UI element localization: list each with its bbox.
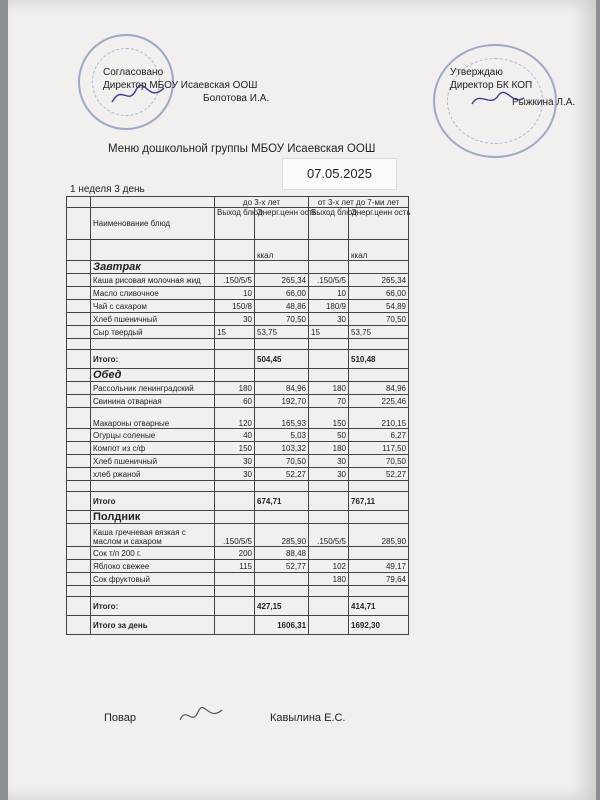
section-title: Полдник — [91, 511, 215, 524]
empty-cell — [67, 455, 91, 468]
empty-cell — [215, 616, 255, 635]
empty-cell — [67, 408, 91, 429]
dish-name: Свинина отварная — [91, 395, 215, 408]
approval-name: Рыжкина Л.А. — [512, 97, 576, 108]
table-row — [67, 560, 409, 573]
document-page — [8, 0, 596, 800]
output-small: 180 — [215, 382, 255, 395]
empty-cell — [349, 586, 409, 597]
empty-cell — [255, 481, 309, 492]
energy-big: 66,00 — [349, 287, 409, 300]
empty-cell — [91, 339, 215, 350]
dish-name: Рассольник ленинградский — [91, 382, 215, 395]
table-row — [67, 468, 409, 481]
empty-cell — [215, 511, 255, 524]
energy-big: 285,90 — [349, 524, 409, 547]
output-big: 150 — [309, 408, 349, 429]
dish-name: Хлеб пшеничный — [91, 455, 215, 468]
page-title: Меню дошкольной группы МБОУ Исаевская ООШ — [108, 143, 376, 155]
energy-small: 53,75 — [255, 326, 309, 339]
col-header-out: Выход блюд — [309, 208, 349, 240]
table-row — [67, 313, 409, 326]
energy-big: 49,17 — [349, 560, 409, 573]
empty-cell — [67, 492, 91, 511]
energy-big: 117,50 — [349, 442, 409, 455]
col-header-out: Выход блюд — [215, 208, 255, 240]
energy-small: 5,03 — [255, 429, 309, 442]
table-row — [67, 408, 409, 429]
empty-cell — [349, 261, 409, 274]
empty-cell — [215, 369, 255, 382]
energy-big — [349, 547, 409, 560]
energy-big: 53,75 — [349, 326, 409, 339]
output-big: .150/5/5 — [309, 274, 349, 287]
output-small: 150 — [215, 442, 255, 455]
approval-heading: Утверждаю — [450, 67, 503, 78]
section-row — [67, 369, 409, 382]
empty-cell — [309, 350, 349, 369]
energy-small: 84,96 — [255, 382, 309, 395]
empty-cell — [67, 287, 91, 300]
table-row — [67, 524, 409, 547]
total-label: Итого: — [91, 350, 215, 369]
output-small: 15 — [215, 326, 255, 339]
energy-small: 70,50 — [255, 313, 309, 326]
output-big: 180 — [309, 382, 349, 395]
empty-cell — [67, 547, 91, 560]
total-big: 414,71 — [349, 597, 409, 616]
empty-cell — [67, 326, 91, 339]
table-row — [67, 455, 409, 468]
table-row — [67, 326, 409, 339]
output-small: 200 — [215, 547, 255, 560]
empty-cell — [255, 369, 309, 382]
approval-name: Болотова И.А. — [203, 93, 270, 104]
signature-right — [468, 84, 528, 114]
output-big: 10 — [309, 287, 349, 300]
empty-cell — [255, 586, 309, 597]
energy-small: 48,86 — [255, 300, 309, 313]
section-row — [67, 261, 409, 274]
total-big: 767,11 — [349, 492, 409, 511]
table-row — [67, 429, 409, 442]
table-row — [67, 547, 409, 560]
energy-big: 70,50 — [349, 455, 409, 468]
group-header-big: от 3-х лет до 7-ми лет — [309, 197, 409, 208]
output-small: .150/5/5 — [215, 524, 255, 547]
output-small: .150/5/5 — [215, 274, 255, 287]
empty-cell — [255, 261, 309, 274]
empty-cell — [309, 492, 349, 511]
output-big: 30 — [309, 313, 349, 326]
dish-name: Яблоко свежее — [91, 560, 215, 573]
energy-small: 70,50 — [255, 455, 309, 468]
section-title: Завтрак — [91, 261, 215, 274]
energy-small: 66,00 — [255, 287, 309, 300]
empty-cell — [67, 261, 91, 274]
approval-position: Директор МБОУ Исаевская ООШ — [103, 80, 258, 91]
empty-cell — [309, 511, 349, 524]
output-big: 15 — [309, 326, 349, 339]
empty-cell — [67, 573, 91, 586]
empty-cell — [215, 492, 255, 511]
approval-heading: Согласовано — [103, 67, 164, 78]
empty-cell — [67, 481, 91, 492]
output-small: 150/8 — [215, 300, 255, 313]
cook-label: Повар — [104, 712, 136, 724]
output-small: 30 — [215, 455, 255, 468]
total-label: Итого — [91, 492, 215, 511]
empty-cell — [67, 511, 91, 524]
output-small: 30 — [215, 313, 255, 326]
unit-label: ккал — [349, 240, 409, 261]
energy-small: 52,27 — [255, 468, 309, 481]
energy-big: 225,46 — [349, 395, 409, 408]
table-row — [67, 300, 409, 313]
col-header-name: Наименование блюд — [91, 208, 215, 240]
dish-name: Каша рисовая молочная жид — [91, 274, 215, 287]
dish-name: Чай с сахаром — [91, 300, 215, 313]
table-row — [67, 287, 409, 300]
dish-name: Сыр твердый — [91, 326, 215, 339]
menu-table — [66, 196, 409, 635]
output-big: 30 — [309, 468, 349, 481]
empty-cell — [67, 597, 91, 616]
total-small: 504,45 — [255, 350, 309, 369]
empty-cell — [255, 511, 309, 524]
cook-signature — [176, 704, 226, 728]
output-small: 30 — [215, 468, 255, 481]
empty-cell — [67, 616, 91, 635]
energy-big: 52,27 — [349, 468, 409, 481]
col-header-energy: Энерг.ценн ость — [255, 208, 309, 240]
total-big: 510,48 — [349, 350, 409, 369]
empty-cell — [67, 300, 91, 313]
empty-cell — [215, 586, 255, 597]
group-header-small: до 3-х лет — [215, 197, 309, 208]
total-small: 427,15 — [255, 597, 309, 616]
empty-cell — [67, 586, 91, 597]
empty-cell — [67, 274, 91, 287]
energy-big: 70,50 — [349, 313, 409, 326]
dish-name: Масло сливочное — [91, 287, 215, 300]
output-small: 120 — [215, 408, 255, 429]
empty-cell — [67, 468, 91, 481]
energy-big: 79,64 — [349, 573, 409, 586]
empty-cell — [91, 481, 215, 492]
empty-cell — [255, 339, 309, 350]
empty-cell — [215, 261, 255, 274]
output-big: 180 — [309, 573, 349, 586]
energy-small: 103,32 — [255, 442, 309, 455]
date-label: 07.05.2025 — [283, 159, 396, 189]
output-big: 30 — [309, 455, 349, 468]
approval-position: Директор БК КОП — [450, 80, 533, 91]
dish-name: Компот из с/ф — [91, 442, 215, 455]
empty-cell — [309, 261, 349, 274]
unit-label: ккал — [255, 240, 309, 261]
empty-cell — [67, 524, 91, 547]
empty-cell — [309, 616, 349, 635]
output-big: 180 — [309, 442, 349, 455]
dish-name: Огурцы соленые — [91, 429, 215, 442]
table-row — [67, 395, 409, 408]
table-row — [67, 573, 409, 586]
energy-big: 210,15 — [349, 408, 409, 429]
energy-big: 84,96 — [349, 382, 409, 395]
empty-cell — [215, 597, 255, 616]
day-total-big: 1692,30 — [349, 616, 409, 635]
output-small: 115 — [215, 560, 255, 573]
energy-small: 52,77 — [255, 560, 309, 573]
dish-name: Сок т/п 200 г. — [91, 547, 215, 560]
output-small: 40 — [215, 429, 255, 442]
energy-small — [255, 573, 309, 586]
empty-cell — [67, 560, 91, 573]
empty-cell — [349, 339, 409, 350]
dish-name: Макароны отварные — [91, 408, 215, 429]
empty-cell — [67, 382, 91, 395]
output-big: 70 — [309, 395, 349, 408]
energy-big: 265,34 — [349, 274, 409, 287]
cook-name: Кавылина Е.С. — [270, 712, 346, 724]
empty-cell — [215, 350, 255, 369]
empty-cell — [309, 369, 349, 382]
empty-cell — [67, 442, 91, 455]
total-small: 674,71 — [255, 492, 309, 511]
total-row — [67, 350, 409, 369]
total-row — [67, 597, 409, 616]
output-big: 50 — [309, 429, 349, 442]
dish-name: Хлеб пшеничный — [91, 313, 215, 326]
energy-big: 54,89 — [349, 300, 409, 313]
dish-name: Сок фруктовый — [91, 573, 215, 586]
empty-cell — [67, 313, 91, 326]
energy-big: 6,27 — [349, 429, 409, 442]
empty-cell — [309, 481, 349, 492]
table-row — [67, 442, 409, 455]
energy-small: 88,48 — [255, 547, 309, 560]
section-row — [67, 511, 409, 524]
col-header-energy: Энерг.ценн ость — [349, 208, 409, 240]
empty-cell — [215, 339, 255, 350]
empty-cell — [309, 586, 349, 597]
output-big: .150/5/5 — [309, 524, 349, 547]
total-row — [67, 492, 409, 511]
day-total-label: Итого за день — [91, 616, 215, 635]
empty-cell — [349, 481, 409, 492]
empty-cell — [215, 481, 255, 492]
empty-cell — [309, 339, 349, 350]
table-row — [67, 274, 409, 287]
empty-cell — [67, 369, 91, 382]
empty-cell — [67, 339, 91, 350]
total-label: Итого: — [91, 597, 215, 616]
dish-name: хлеб ржаной — [91, 468, 215, 481]
section-title: Обед — [91, 369, 215, 382]
energy-small: 285,90 — [255, 524, 309, 547]
table-row — [67, 382, 409, 395]
output-small — [215, 573, 255, 586]
empty-cell — [67, 350, 91, 369]
output-small: 60 — [215, 395, 255, 408]
output-small: 10 — [215, 287, 255, 300]
energy-small: 165,93 — [255, 408, 309, 429]
output-big: 180/9 — [309, 300, 349, 313]
empty-cell — [67, 395, 91, 408]
day-total-small: 1606,31 — [255, 616, 309, 635]
dish-name: Каша гречневая вязкая с маслом и сахаром — [91, 524, 215, 547]
energy-small: 192,70 — [255, 395, 309, 408]
empty-cell — [67, 429, 91, 442]
empty-cell — [309, 597, 349, 616]
empty-cell — [91, 586, 215, 597]
output-big — [309, 547, 349, 560]
output-big: 102 — [309, 560, 349, 573]
empty-cell — [349, 369, 409, 382]
energy-small: 265,34 — [255, 274, 309, 287]
signature-left — [108, 80, 168, 110]
day-total-row — [67, 616, 409, 635]
empty-cell — [349, 511, 409, 524]
week-label: 1 неделя 3 день — [70, 184, 145, 195]
